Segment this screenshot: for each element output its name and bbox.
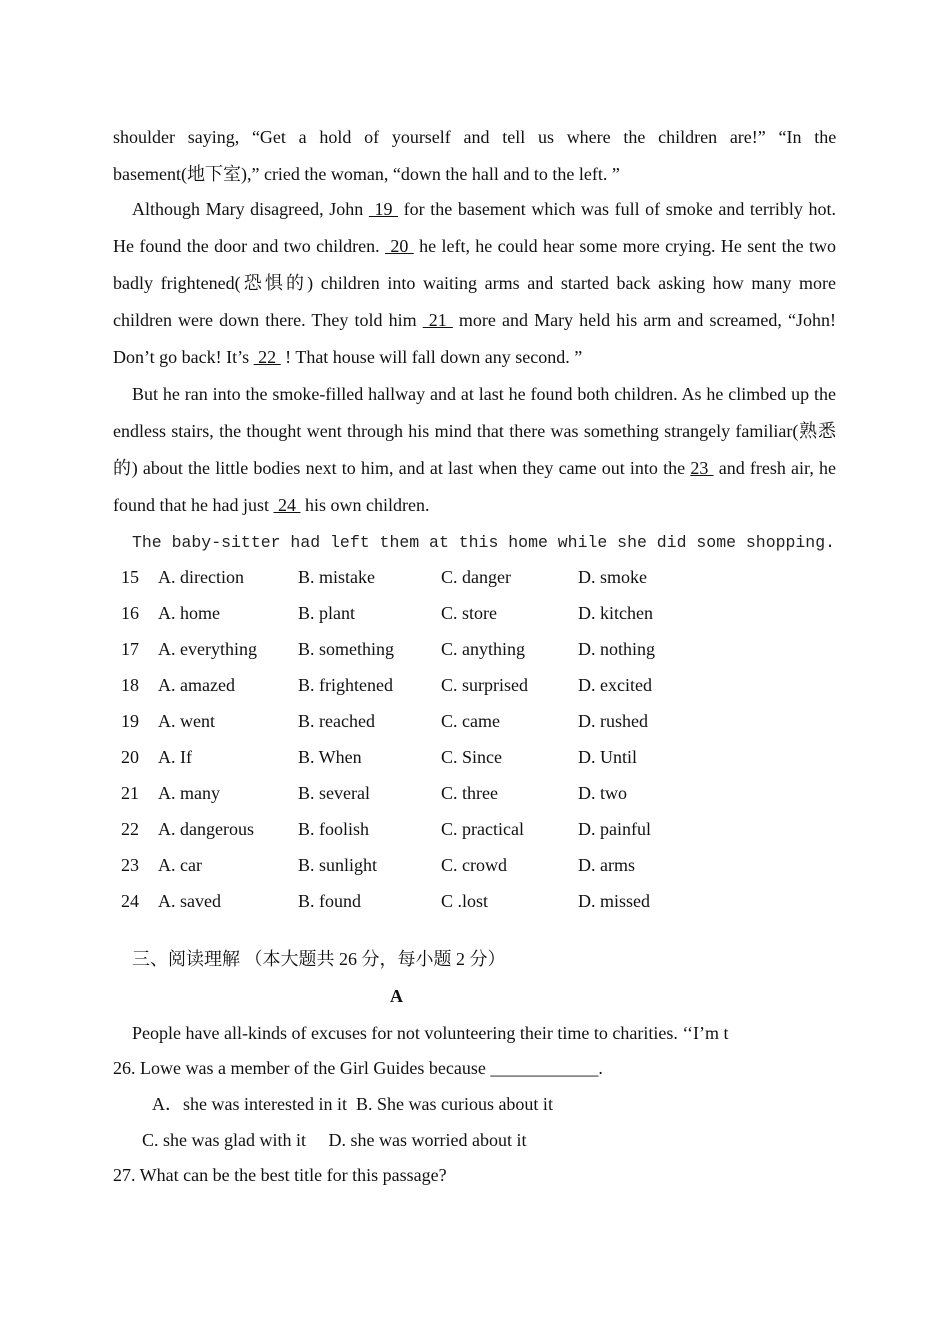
option-row: [0, 745, 950, 769]
option-row: [0, 817, 950, 841]
option-d: D. two: [578, 783, 627, 803]
passage-word: tell: [502, 127, 526, 147]
option-row: [0, 673, 950, 697]
question-number: 22: [121, 819, 139, 839]
option-c: C. came: [441, 711, 500, 731]
option-d: D. smoke: [578, 567, 647, 587]
passage-paragraph-2: [113, 191, 836, 376]
passage-word: “Get: [251, 127, 286, 147]
passage-word: us: [537, 127, 554, 147]
passage-text: his own children.: [300, 495, 430, 515]
passage-word: yourself: [391, 127, 451, 147]
question-number: 21: [121, 783, 139, 803]
blank-21: 21: [422, 310, 453, 330]
option-row: [0, 781, 950, 805]
option-b: B. frightened: [298, 675, 393, 695]
option-c: C. danger: [441, 567, 511, 587]
blank-20: 20: [385, 236, 414, 256]
passage-text: Although Mary disagreed, John: [132, 199, 369, 219]
option-c: C. practical: [441, 819, 524, 839]
question-26-options-ab: A．she was interested in it B. She was curious about it: [152, 1094, 553, 1114]
option-d: D. nothing: [578, 639, 656, 659]
option-c: C. crowd: [441, 855, 507, 875]
option-a: A. car: [158, 855, 202, 875]
option-b: B. mistake: [298, 567, 375, 587]
passage-word: shoulder: [113, 127, 175, 147]
blank-19: 19: [368, 199, 399, 219]
option-row: [0, 601, 950, 625]
option-a: A. went: [158, 711, 215, 731]
question-number: 16: [121, 603, 139, 623]
option-row: [0, 637, 950, 661]
question-26: 26. Lowe was a member of the Girl Guides because ____________.: [113, 1058, 603, 1078]
passage-word: where: [566, 127, 611, 147]
question-number: 23: [121, 855, 139, 875]
passage-word: saying,: [187, 127, 240, 147]
passage-word: children: [658, 127, 718, 147]
question-number: 24: [121, 891, 139, 911]
option-c: C. three: [441, 783, 498, 803]
question-number: 20: [121, 747, 139, 767]
passage-word: the: [814, 127, 837, 147]
option-d: D. Until: [578, 747, 638, 767]
option-a: A. many: [158, 783, 220, 803]
option-b: B. sunlight: [298, 855, 378, 875]
option-b: B. foolish: [298, 819, 370, 839]
section-heading: 三、阅读理解 （本大题共 26 分，每小题 2 分）: [132, 949, 506, 969]
option-c: C .lost: [441, 891, 489, 911]
passage-paragraph-3: [113, 376, 836, 524]
option-b: B. reached: [298, 711, 375, 731]
blank-23: 23: [690, 458, 714, 478]
option-b: B. something: [298, 639, 395, 659]
passage-line-2: basement(地下室),” cried the woman, “down the hall and to the left. ”: [113, 164, 620, 184]
passage-text: and fresh air, he found that he had just: [113, 458, 837, 515]
question-27: 27. What can be the best title for this passage?: [113, 1165, 447, 1185]
option-d: D. kitchen: [578, 603, 653, 623]
passage-note-line: The baby-sitter had left them at this home while she did some shopping.: [132, 533, 836, 552]
passage-word: of: [364, 127, 380, 147]
passage-word: “In: [778, 127, 802, 147]
question-number: 19: [121, 711, 139, 731]
question-number: 17: [121, 639, 139, 659]
passage-word: a: [298, 127, 307, 147]
option-b: B. plant: [298, 603, 355, 623]
option-row: [0, 709, 950, 733]
option-c: C. Since: [441, 747, 502, 767]
passage-word: the: [623, 127, 646, 147]
option-row: [0, 565, 950, 589]
reading-intro: People have all-kinds of excuses for not volunteering their time to charities. ‘‘I’m t: [132, 1023, 729, 1043]
passage-word: are!”: [729, 127, 766, 147]
blank-24: 24: [273, 495, 301, 515]
passage-line-1: [113, 125, 836, 149]
option-b: B. several: [298, 783, 370, 803]
option-d: D. painful: [578, 819, 651, 839]
option-d: D. rushed: [578, 711, 648, 731]
option-d: D. arms: [578, 855, 635, 875]
option-d: D. missed: [578, 891, 650, 911]
question-26-options-cd: C. she was glad with it D. she was worried about it: [142, 1130, 527, 1150]
option-a: A. amazed: [158, 675, 235, 695]
option-a: A. home: [158, 603, 220, 623]
passage-text: more and Mary held his arm and screamed, “John! Don’t go back! It’s: [113, 310, 836, 367]
passage-word: hold: [319, 127, 352, 147]
passage-text: ! That house will fall down any second. ”: [280, 347, 583, 367]
option-row: [0, 889, 950, 913]
option-c: C. surprised: [441, 675, 528, 695]
option-d: D. excited: [578, 675, 652, 695]
option-a: A. saved: [158, 891, 221, 911]
option-b: B. When: [298, 747, 362, 767]
option-c: C. store: [441, 603, 497, 623]
passage-text: But he ran into the smoke-filled hallway and at last he found both children. As he climbed up the endless stairs, the thought went through his mind that there was something strangely familiar(熟悉的) about the little bodies next to him, and at last when they came out into the: [113, 384, 836, 478]
option-a: A. direction: [158, 567, 244, 587]
option-row: [0, 853, 950, 877]
part-label: A: [390, 986, 403, 1006]
option-b: B. found: [298, 891, 361, 911]
passage-word: and: [463, 127, 490, 147]
question-number: 18: [121, 675, 139, 695]
option-c: C. anything: [441, 639, 525, 659]
option-a: A. dangerous: [158, 819, 254, 839]
blank-22: 22: [253, 347, 281, 367]
passage-text: for the basement which was full of smoke and terribly hot. He found the door and two children.: [113, 199, 837, 256]
option-a: A. everything: [158, 639, 257, 659]
option-a: A. If: [158, 747, 192, 767]
question-number: 15: [121, 567, 139, 587]
passage-text: he left, he could hear some more crying. He sent the two badly frightened(恐惧的) children into waiting arms and started back asking how many more children were down there. They told him: [113, 236, 836, 330]
